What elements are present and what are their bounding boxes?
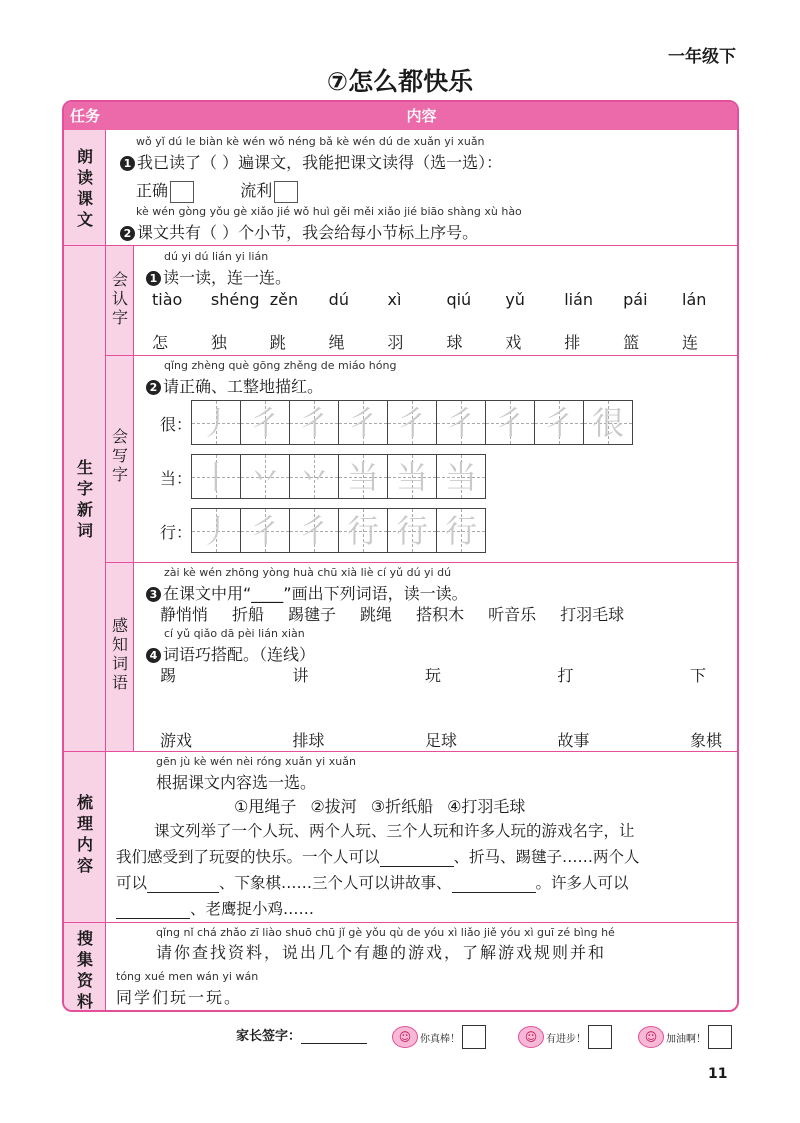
tracing-cell[interactable]: 当 — [387, 454, 437, 499]
section-sort: 梳理内容 — [76, 793, 93, 875]
praise-1: ☺ 你真棒！ — [392, 1025, 486, 1049]
tracing-cell[interactable]: 当 — [338, 454, 388, 499]
tracing-row — [192, 454, 486, 499]
recog-pinyin: zěn — [269, 290, 299, 309]
recog-pinyin: lián — [564, 290, 594, 309]
praise-box-2[interactable] — [588, 1025, 612, 1049]
sort-line-3: 可以 、下象棋……三个人可以讲故事、 。许多人可以 — [116, 874, 629, 892]
tracing-cell[interactable]: 行 — [387, 508, 437, 553]
recog-pinyin: pái — [623, 290, 648, 309]
reading-q2-pinyin: kè wén gòng yǒu gè xiǎo jié wǒ huì gěi měi xiǎo jié biāo shàng xù hào — [136, 205, 522, 218]
tracing-cell[interactable]: 彳 — [289, 508, 339, 553]
perceive-word: 静悄悄 — [160, 605, 209, 624]
smile-face-icon: ☺ — [518, 1026, 544, 1048]
write-question: 2 请正确、工整地描红。 — [146, 374, 323, 397]
recog-char: 羽 — [387, 333, 404, 352]
grade-label: 一年级下 — [668, 47, 736, 67]
subsection-write: 会写字 — [111, 427, 128, 484]
object-item: 游戏 — [160, 731, 193, 750]
sort-option[interactable]: ④打羽毛球 — [447, 797, 526, 816]
blank-1[interactable] — [380, 848, 454, 867]
reading-q1-pinyin: wǒ yǐ dú le biàn kè wén wǒ néng bǎ kè wén dú de xuǎn yi xuǎn — [136, 135, 485, 148]
verb-item: 讲 — [292, 666, 309, 685]
reading-options — [136, 178, 298, 203]
recog-char: 排 — [564, 333, 581, 352]
tracing-row — [192, 508, 486, 553]
option-fluent: 流利 — [240, 181, 273, 200]
tracing-cell[interactable]: 彳 — [240, 400, 290, 445]
header-content: 内容 — [406, 107, 437, 125]
praise-2: ☺ 有进步！ — [518, 1025, 612, 1049]
subsection-perceive: 感知词语 — [111, 616, 128, 692]
collect-text-2: 同学们玩一玩。 — [116, 988, 243, 1007]
tracing-row — [192, 400, 633, 445]
recog-char: 怎 — [152, 333, 169, 352]
praise-box-3[interactable] — [708, 1025, 732, 1049]
tracing-cell[interactable]: 彳 — [436, 400, 486, 445]
tracing-cell[interactable]: 很 — [583, 400, 633, 445]
recog-pinyin: qiú — [446, 290, 472, 309]
verb-item: 下 — [690, 666, 707, 685]
perceive-q3-pinyin: zài kè wén zhōng yòng huà chū xià liè cí yǔ dú yi dú — [164, 566, 452, 579]
sort-line-2: 我们感受到了玩耍的快乐。一个人可以 、折马、踢毽子……两个人 — [116, 848, 640, 866]
tracing-cell[interactable]: 彳 — [289, 400, 339, 445]
smile-face-icon: ☺ — [638, 1026, 664, 1048]
section-reading: 朗读课文 — [76, 147, 93, 229]
recog-char: 绳 — [328, 333, 345, 352]
object-item: 排球 — [292, 731, 325, 750]
recog-pinyin: tiào — [152, 290, 183, 309]
recog-pinyin-row — [152, 290, 722, 312]
section-words: 生字新词 — [76, 458, 93, 540]
table-header — [64, 102, 737, 130]
recog-question: 1 读一读，连一连。 — [146, 265, 291, 288]
tracing-cell[interactable]: 丷 — [289, 454, 339, 499]
recog-pinyin: lán — [682, 290, 707, 309]
tracing-cell[interactable]: 行 — [338, 508, 388, 553]
praise-box-1[interactable] — [462, 1025, 486, 1049]
verb-row — [160, 663, 730, 685]
write-row-label: 当： — [160, 469, 193, 488]
recog-char: 戏 — [505, 333, 522, 352]
checkbox-fluent[interactable] — [274, 181, 298, 203]
tracing-cell[interactable]: 丷 — [240, 454, 290, 499]
blank-4[interactable] — [116, 900, 190, 919]
blank-2[interactable] — [147, 874, 219, 893]
recog-pinyin: shéng — [210, 290, 260, 309]
sign-field[interactable] — [301, 1026, 367, 1044]
collect-text-1: 请你查找资料，说出几个有趣的游戏，了解游戏规则并和 — [156, 943, 607, 962]
verb-item: 踢 — [160, 666, 177, 685]
perceive-q4: 4 词语巧搭配。（连线） — [146, 642, 315, 665]
worksheet-table — [62, 100, 739, 1012]
subsection-recog: 会认字 — [111, 270, 128, 327]
object-item: 象棋 — [690, 731, 723, 750]
sort-options — [234, 794, 539, 817]
header-task: 任务 — [69, 107, 100, 125]
perceive-word: 听音乐 — [488, 605, 537, 624]
section-collect: 搜集资料 — [76, 929, 93, 1011]
object-item: 足球 — [425, 731, 458, 750]
tracing-cell[interactable]: 彳 — [485, 400, 535, 445]
recog-char: 球 — [446, 333, 463, 352]
sort-option[interactable]: ②拔河 — [310, 797, 357, 816]
perceive-word: 打羽毛球 — [560, 605, 625, 624]
recog-pinyin: xì — [387, 290, 402, 309]
perceive-word: 跳绳 — [360, 605, 393, 624]
sort-line-1: 课文列举了一个人玩、两个人玩、三个人玩和许多人玩的游戏名字，让 — [154, 822, 635, 840]
checkbox-correct[interactable] — [170, 181, 194, 203]
write-pinyin-prompt: qǐng zhèng què gōng zhěng de miáo hóng — [164, 359, 397, 372]
perceive-q4-pinyin: cí yǔ qiǎo dā pèi lián xiàn — [164, 627, 305, 640]
recog-char: 跳 — [269, 333, 286, 352]
parent-sign: 家长签字： — [236, 1025, 367, 1044]
tracing-cell[interactable]: 丿 — [191, 400, 241, 445]
tracing-cell[interactable]: 彳 — [387, 400, 437, 445]
perceive-word-list — [160, 602, 730, 624]
recog-char: 篮 — [623, 333, 640, 352]
tracing-cell[interactable]: 彳 — [534, 400, 584, 445]
reading-q1: 1 我已读了（ ）遍课文，我能把课文读得（选一选）： — [120, 150, 502, 173]
recog-pinyin: dú — [328, 290, 349, 309]
praise-3: ☺ 加油啊！ — [638, 1025, 732, 1049]
sort-line-4: 、老鹰捉小鸡…… — [116, 897, 314, 919]
perceive-word: 搭积木 — [416, 605, 465, 624]
tracing-cell[interactable]: 彳 — [338, 400, 388, 445]
recog-char: 独 — [210, 333, 227, 352]
object-item: 故事 — [557, 731, 590, 750]
collect-pinyin-2: tóng xué men wán yi wán — [116, 970, 259, 983]
verb-item: 玩 — [425, 666, 442, 685]
write-row-label: 行： — [160, 523, 193, 542]
tracing-cell[interactable]: 丨 — [191, 454, 241, 499]
perceive-word: 折船 — [232, 605, 265, 624]
tracing-cell[interactable]: 当 — [436, 454, 486, 499]
blank-3[interactable] — [452, 874, 536, 893]
option-correct: 正确 — [136, 181, 169, 200]
collect-pinyin-1: qǐng nǐ chá zhǎo zī liào shuō chū jǐ gè yǒu qù de yóu xì liǎo jiě yóu xì guī zé bìng hé — [156, 926, 615, 939]
tracing-cell[interactable]: 彳 — [240, 508, 290, 553]
object-row — [160, 728, 730, 750]
sort-question: 根据课文内容选一选。 — [156, 773, 317, 792]
tracing-cell[interactable]: 丿 — [191, 508, 241, 553]
write-row-label: 很： — [160, 415, 193, 434]
smile-face-icon: ☺ — [392, 1026, 418, 1048]
sort-option[interactable]: ①甩绳子 — [234, 797, 297, 816]
task-column — [64, 130, 106, 1010]
sort-pinyin: gēn jù kè wén nèi róng xuǎn yi xuǎn — [156, 755, 356, 768]
recog-pinyin: yǔ — [505, 290, 525, 309]
page-number: 11 — [708, 1066, 728, 1082]
verb-item: 打 — [557, 666, 574, 685]
tracing-cell[interactable]: 行 — [436, 508, 486, 553]
reading-q2: 2 课文共有（ ）个小节，我会给每小节标上序号。 — [120, 220, 478, 243]
perceive-word: 踢毽子 — [288, 605, 337, 624]
recog-char: 连 — [682, 333, 699, 352]
perceive-q3: 3 在课文中用“____”画出下列词语，读一读。 — [146, 581, 468, 604]
lesson-title: ⑦怎么都快乐 — [326, 67, 474, 96]
recog-pinyin-prompt: dú yi dú lián yi lián — [164, 250, 269, 263]
recog-char-row — [152, 330, 722, 352]
sort-option[interactable]: ③折纸船 — [370, 797, 434, 816]
